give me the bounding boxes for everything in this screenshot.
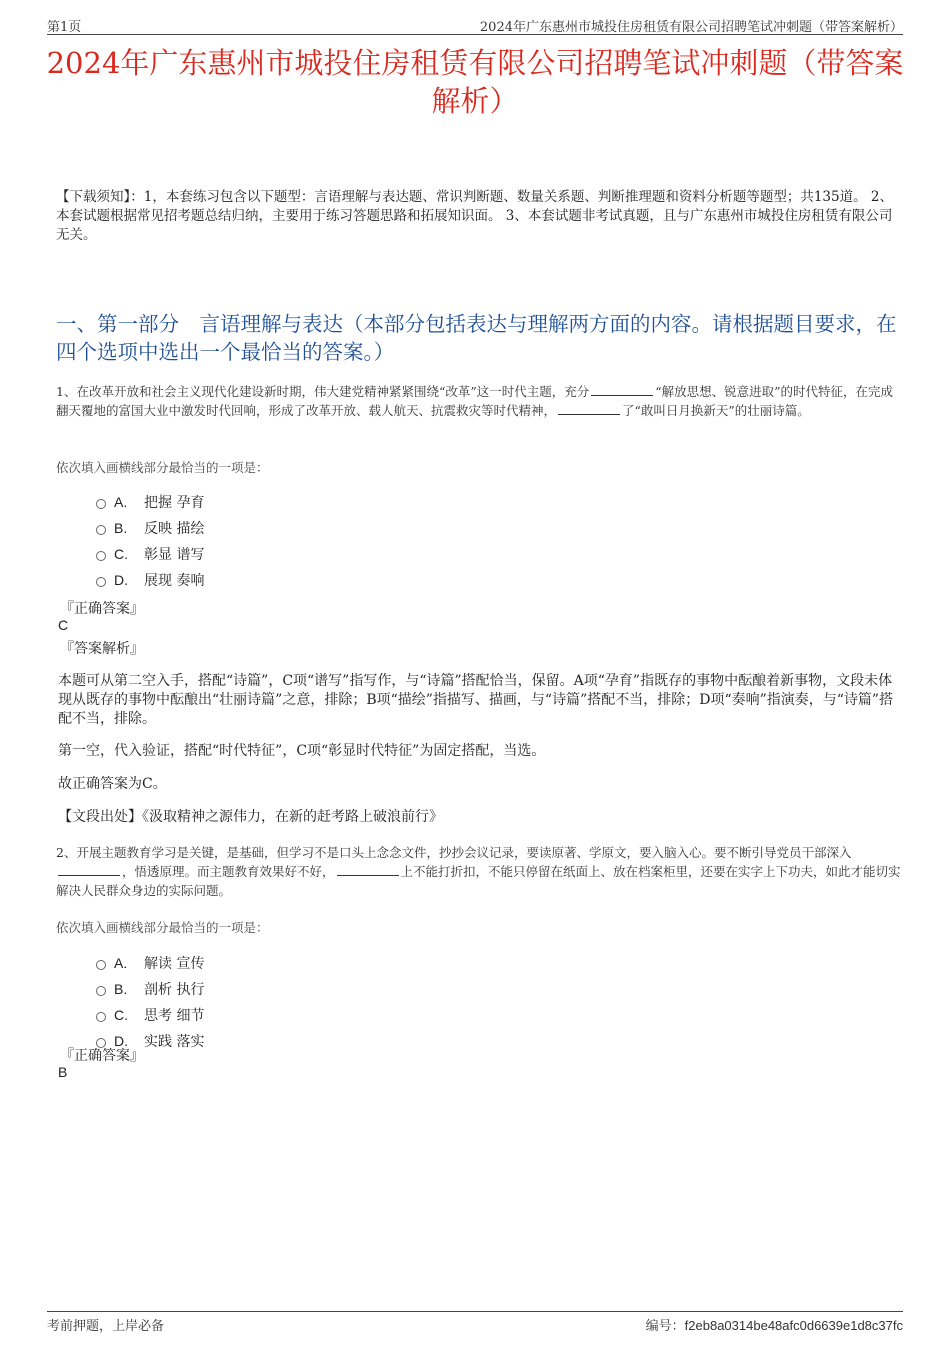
analysis-paragraph-2: 第一空，代入验证，搭配“时代特征”，C项“彰显时代特征”为固定搭配，当选。 [58, 743, 546, 759]
option-text: 把握 孕育 [144, 495, 205, 511]
option-letter: B. [114, 981, 128, 997]
source-citation: 【文段出处】《汲取精神之源伟力，在新的赶考路上破浪前行》 [58, 809, 443, 825]
option-letter: A. [114, 494, 128, 510]
document-title: 2024年广东惠州市城投住房租赁有限公司招聘笔试冲刺题（带答案解析） [46, 46, 904, 118]
radio-icon[interactable] [96, 986, 106, 996]
code-value: f2eb8a0314be48afc0d6639e1d8c37fc [684, 1318, 903, 1333]
option-text: 解读 宣传 [144, 956, 205, 972]
fill-blank [591, 383, 653, 396]
option-text: 实践 落实 [144, 1034, 205, 1050]
option-letter: C. [114, 546, 128, 562]
footer-slogan: 考前押题，上岸必备 [47, 1319, 165, 1334]
page-footer [47, 1311, 903, 1332]
option-d[interactable] [96, 570, 204, 590]
option-letter: D. [114, 572, 128, 588]
correct-answer-label: 『正确答案』 [60, 601, 144, 617]
question-1-part-1: 1、在改革开放和社会主义现代化建设新时期，伟大建党精神紧紧围绕“改革”这一时代主题，充分 [56, 384, 590, 399]
fill-blank [558, 402, 620, 415]
correct-answer: B [58, 1064, 68, 1080]
correct-answer: C [58, 617, 69, 633]
question-2-text [56, 843, 902, 900]
option-c[interactable] [96, 1005, 204, 1025]
option-b[interactable] [96, 518, 204, 538]
radio-icon[interactable] [96, 551, 106, 561]
analysis-label: 『答案解析』 [60, 641, 144, 657]
fill-blank [337, 863, 399, 876]
question-2-part-3: 上不能打折扣，不能只停留在纸面上、放在档案柜里，还要在实字上下功夫，如此才能切实解决人民群众身边的实际问题。 [56, 864, 901, 898]
page-header [47, 14, 903, 35]
option-letter: D. [114, 1033, 128, 1049]
option-letter: C. [114, 1007, 128, 1023]
page-number: 第1页 [47, 20, 82, 35]
download-notice: 【下载须知】：1，本套练习包含以下题型：言语理解与表达题、常识判断题、数量关系题、判断推理题和资料分析题等题型；共135道。 2、本套试题根据常见招考题总结归纳，主要用于练习答题思路和拓展知识面。 3、本套试题非考试真题，且与广东惠州市城投住房租赁有限公司无关。 [56, 189, 893, 243]
option-a[interactable] [96, 492, 204, 512]
question-2-prompt: 依次填入画横线部分最恰当的一项是： [56, 920, 269, 935]
option-b[interactable] [96, 979, 204, 999]
question-1-part-2: “解放思想、锐意进取”的时代特征，在完成翻天覆地的富国大业中激发时代回响，形成了改革开放、载人航天、抗震救灾等时代精神， [56, 384, 894, 418]
option-text: 思考 细节 [144, 1008, 205, 1024]
option-letter: B. [114, 520, 128, 536]
question-1-prompt: 依次填入画横线部分最恰当的一项是： [56, 460, 269, 475]
option-text: 剖析 执行 [144, 982, 205, 998]
analysis-paragraph-3: 故正确答案为C。 [58, 776, 167, 792]
section-heading: 一、第一部分 言语理解与表达（本部分包括表达与理解两方面的内容。请根据题目要求，在四个选项中选出一个最恰当的答案。） [56, 312, 897, 364]
radio-icon[interactable] [96, 960, 106, 970]
fill-blank [58, 863, 120, 876]
option-text: 展现 奏响 [144, 573, 205, 589]
option-text: 反映 描绘 [144, 521, 205, 537]
code-label: 编号： [645, 1319, 685, 1334]
question-2-part-1: 2、开展主题教育学习是关键，是基础，但学习不是口头上念念文件，抄抄会议记录，要读原著、学原文，要入脑入心。要不断引导党员干部深入 [56, 845, 852, 860]
radio-icon[interactable] [96, 525, 106, 535]
correct-answer-label: 『正确答案』 [60, 1048, 144, 1064]
question-1-part-3: 了“敢叫日月换新天”的壮丽诗篇。 [622, 403, 810, 418]
radio-icon[interactable] [96, 1012, 106, 1022]
document-code [646, 1315, 903, 1334]
option-letter: A. [114, 955, 128, 971]
radio-icon[interactable] [96, 577, 106, 587]
option-c[interactable] [96, 544, 204, 564]
header-doc-title: 2024年广东惠州市城投住房租赁有限公司招聘笔试冲刺题（带答案解析） [479, 20, 903, 35]
question-2-part-2: ，悟透原理。而主题教育效果好不好， [122, 864, 335, 879]
question-1-text [56, 382, 902, 420]
analysis-paragraph-1: 本题可从第二空入手，搭配“诗篇”，C项“谱写”指写作，与“诗篇”搭配恰当，保留。A项“孕育”指既存的事物中酝酿着新事物，文段未体现从既存的事物中酝酿出“壮丽诗篇”之意，排除；B项“描绘”指描写、描画，与“诗篇”搭配不当，排除；D项“奏响”指演奏，与“诗篇”搭配不当，排除。 [58, 673, 894, 727]
option-a[interactable] [96, 953, 204, 973]
radio-icon[interactable] [96, 499, 106, 509]
option-text: 彰显 谱写 [144, 547, 205, 563]
